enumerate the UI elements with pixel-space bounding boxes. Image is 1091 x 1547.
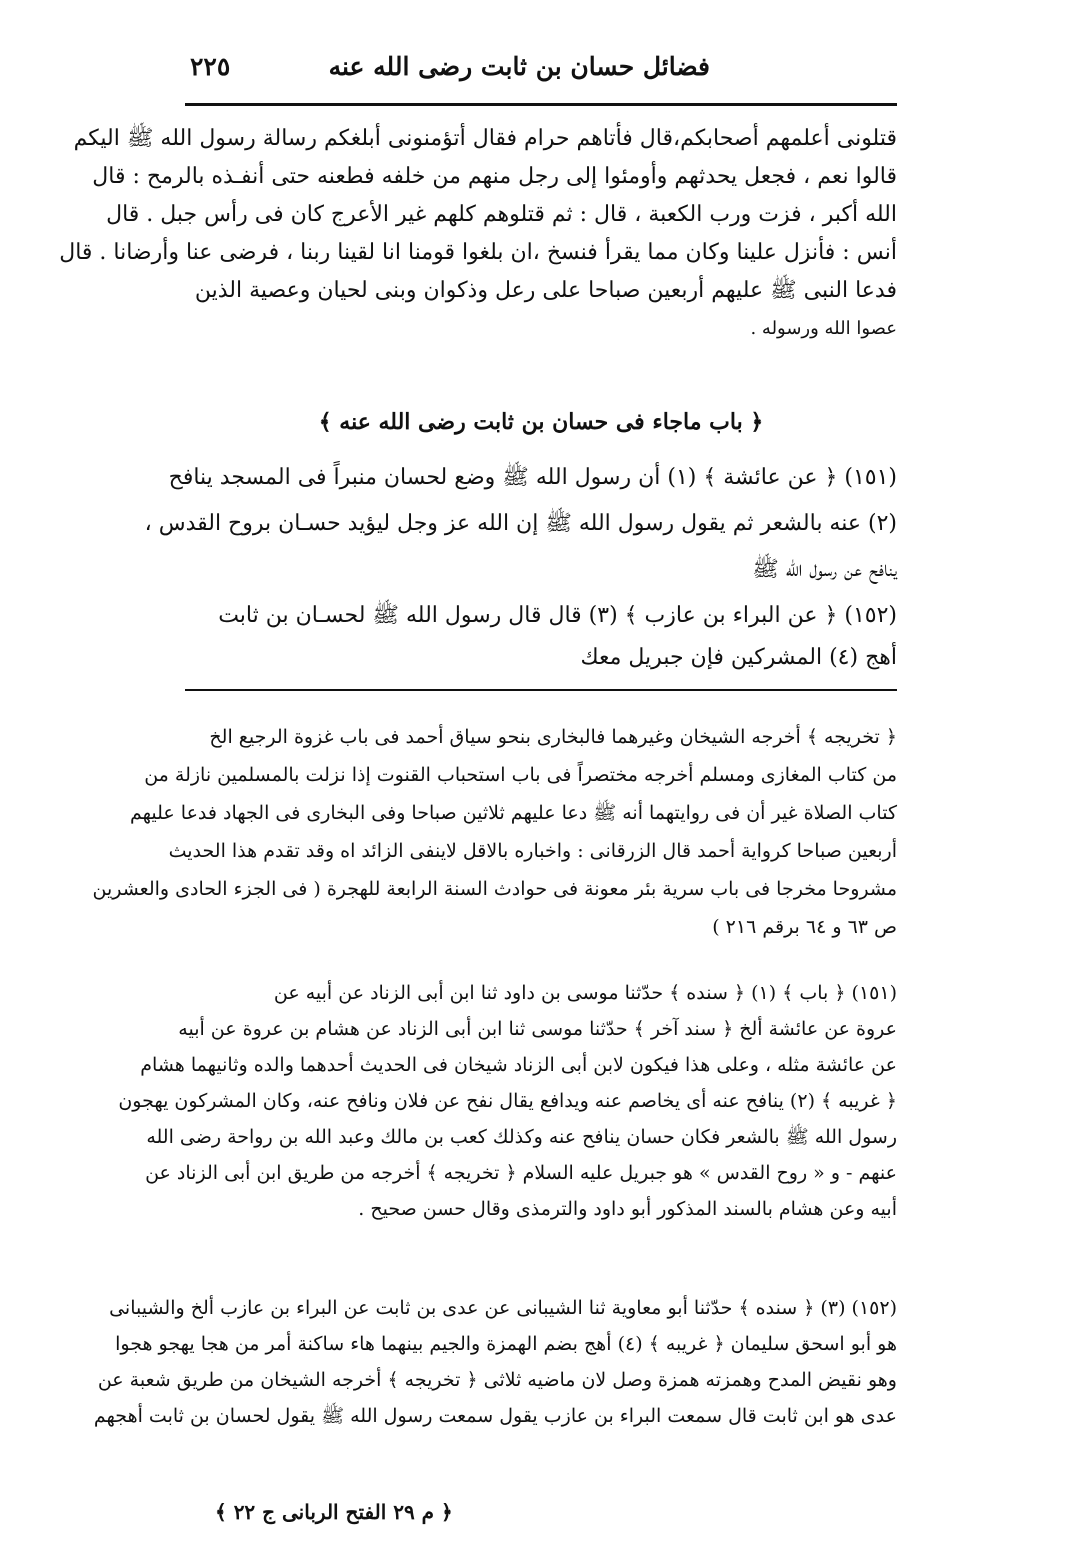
text-line: قتلونى أعلمهم أصحابكم،قال فأتاهم حرام فقال أتؤمنونى أبلغكم رسالة رسول الله ﷺ اليكم [73, 126, 897, 151]
footnote-line: رسول الله ﷺ بالشعر فكان حسان ينافح عنه وكذلك كعب بن مالك وعبد الله بن رواحة رضى الله [146, 1126, 897, 1148]
footnote-line: عنهم - و « روح القدس » هو جبريل عليه السلام ﴿ تخريجه ﴾ أخرجه من طريق ابن أبى الزناد عن [145, 1162, 897, 1184]
hadith-151 [144, 455, 897, 593]
text-line: أنس : فأنزل علينا وكان مما يقرأ فنسخ ،ان بلغوا قومنا انا لقينا ربنا ، فرضى عنا وأرضانا . قال [59, 240, 897, 265]
hadith-152 [185, 595, 897, 679]
hadith-line: أهج (٤) المشركين فإن جبريل معك [580, 645, 897, 670]
text-line: فدعا النبى ﷺ عليهم أربعين صباحا على رعل وذكوان وبنى لحيان وعصية الذين [194, 278, 897, 303]
footnote-line: وهو نقيض المدح وهمزته همزة وصل لان ماضيه ثلاثى ﴿ تخريجه ﴾ أخرجه الشيخان من طريق شعبة عن [97, 1369, 897, 1391]
footnote-line: أبيه وعن هشام بالسند المذكور أبو داود والترمذى وقال حسن صحيح . [358, 1198, 897, 1220]
footnote-line: هو أبو اسحق سليمان ﴿ غريبه ﴾ (٤) أهج بضم الهمزة والجيم بينهما هاء ساكنة أمر من هجا يهجو هجوا [115, 1333, 897, 1355]
footnote-takhrij [92, 718, 897, 946]
text-line: الله أكبر ، فزت ورب الكعبة ، قال : ثم قتلوهم كلهم غير الأعرج كان فى رأس جبل . قال [106, 202, 897, 227]
hadith-line: (١٥٢) ﴿ عن البراء بن عازب ﴾ (٣) قال قال رسول الله ﷺ لحسـان بن ثابت [218, 603, 897, 628]
footnote-line: مشروحا مخرجا فى باب سرية بئر معونة فى حوادث السنة الرابعة للهجرة ( فى الجزء الحادى والعشرين [92, 878, 897, 900]
page-number: ٢٢٥ [190, 52, 231, 81]
running-header [190, 52, 890, 92]
footnote-line: عدى هو ابن ثابت قال سمعت البراء بن عازب يقول سمعت رسول الله ﷺ يقول لحسان بن ثابت أهجهم [93, 1405, 897, 1427]
header-rule [185, 103, 897, 106]
hadith-line: ينافح عن رسول الله ﷺ [752, 557, 897, 582]
footnote-151 [118, 975, 897, 1227]
footnote-line: (١٥١) ﴿ باب ﴾ (١) ﴿ سنده ﴾ حدّثنا موسى بن داود ثنا ابن أبى الزناد عن أبيه عن [273, 982, 897, 1004]
chapter-heading: ﴿ باب ماجاء فى حسان بن ثابت رضى الله عنه ﴾ [318, 409, 764, 435]
footnote-line: أربعين صباحا كرواية أحمد قال الزرقانى : واخباره بالاقل لاينفى الزائد اه وقد تقدم هذا الحديث [168, 840, 897, 862]
footnote-line: من كتاب المغازى ومسلم أخرجه مختصراً فى باب استحباب القنوت إذا نزلت بالمسلمين نازلة من [144, 764, 897, 786]
footnote-line: ص ٦٣ و ٦٤ برقم ٢١٦ ) [712, 916, 897, 938]
hadith-line: (٢) عنه بالشعر ثم يقول رسول الله ﷺ إن الله عز وجل ليؤيد حسـان بروح القدس ، [144, 511, 897, 536]
main-text-block [59, 120, 897, 348]
signature-mark: ﴿ م ٢٩ الفتح الربانى ج ٢٢ ﴾ [215, 1500, 453, 1524]
footnote-line: ﴿ تخريجه ﴾ أخرجه الشيخان وغيرهما فالبخارى بنحو سياق أحمد فى باب غزوة الرجيع الخ [209, 726, 897, 748]
footnote-152 [93, 1290, 897, 1434]
footnote-line: (١٥٢) (٣) ﴿ سنده ﴾ حدّثنا أبو معاوية ثنا الشيبانى عن عدى بن ثابت عن البراء بن عازب ألخ والشيبانى [109, 1297, 897, 1319]
footnote-line: عروة عن عائشة ألخ ﴿ سند آخر ﴾ حدّثنا موسى ثنا ابن أبى الزناد عن هشام بن عروة عن أبيه [178, 1018, 897, 1040]
text-line: عصوا الله ورسوله . [750, 318, 897, 339]
footnote-line: كتاب الصلاة غير أن فى روايتهما أنه ﷺ دعا عليهم ثلاثين صباحا وفى البخارى فى الجهاد فدعا عليهم [129, 802, 897, 824]
footnote-line: عن عائشة مثله ، وعلى هذا فيكون لابن أبى الزناد شيخان فى الحديث أحدهما والده وثانيهما هشام [140, 1054, 897, 1076]
text-line: قالوا نعم ، فجعل يحدثهم وأومئوا إلى رجل منهم من خلفه فطعنه حتى أنفـذه بالرمح : قال [92, 164, 897, 189]
footnote-line: ﴿ غريبه ﴾ (٢) ينافح عنه أى يخاصم عنه ويدافع يقال نفح عن فلان ونافح عنه، وكان المشركون يهجون [118, 1090, 897, 1112]
page-title: فضائل حسان بن ثابت رضى الله عنه [328, 52, 710, 81]
footnote-rule [185, 689, 897, 691]
hadith-line: (١٥١) ﴿ عن عائشة ﴾ (١) أن رسول الله ﷺ وضع لحسان منبراً فى المسجد ينافح [168, 465, 897, 490]
